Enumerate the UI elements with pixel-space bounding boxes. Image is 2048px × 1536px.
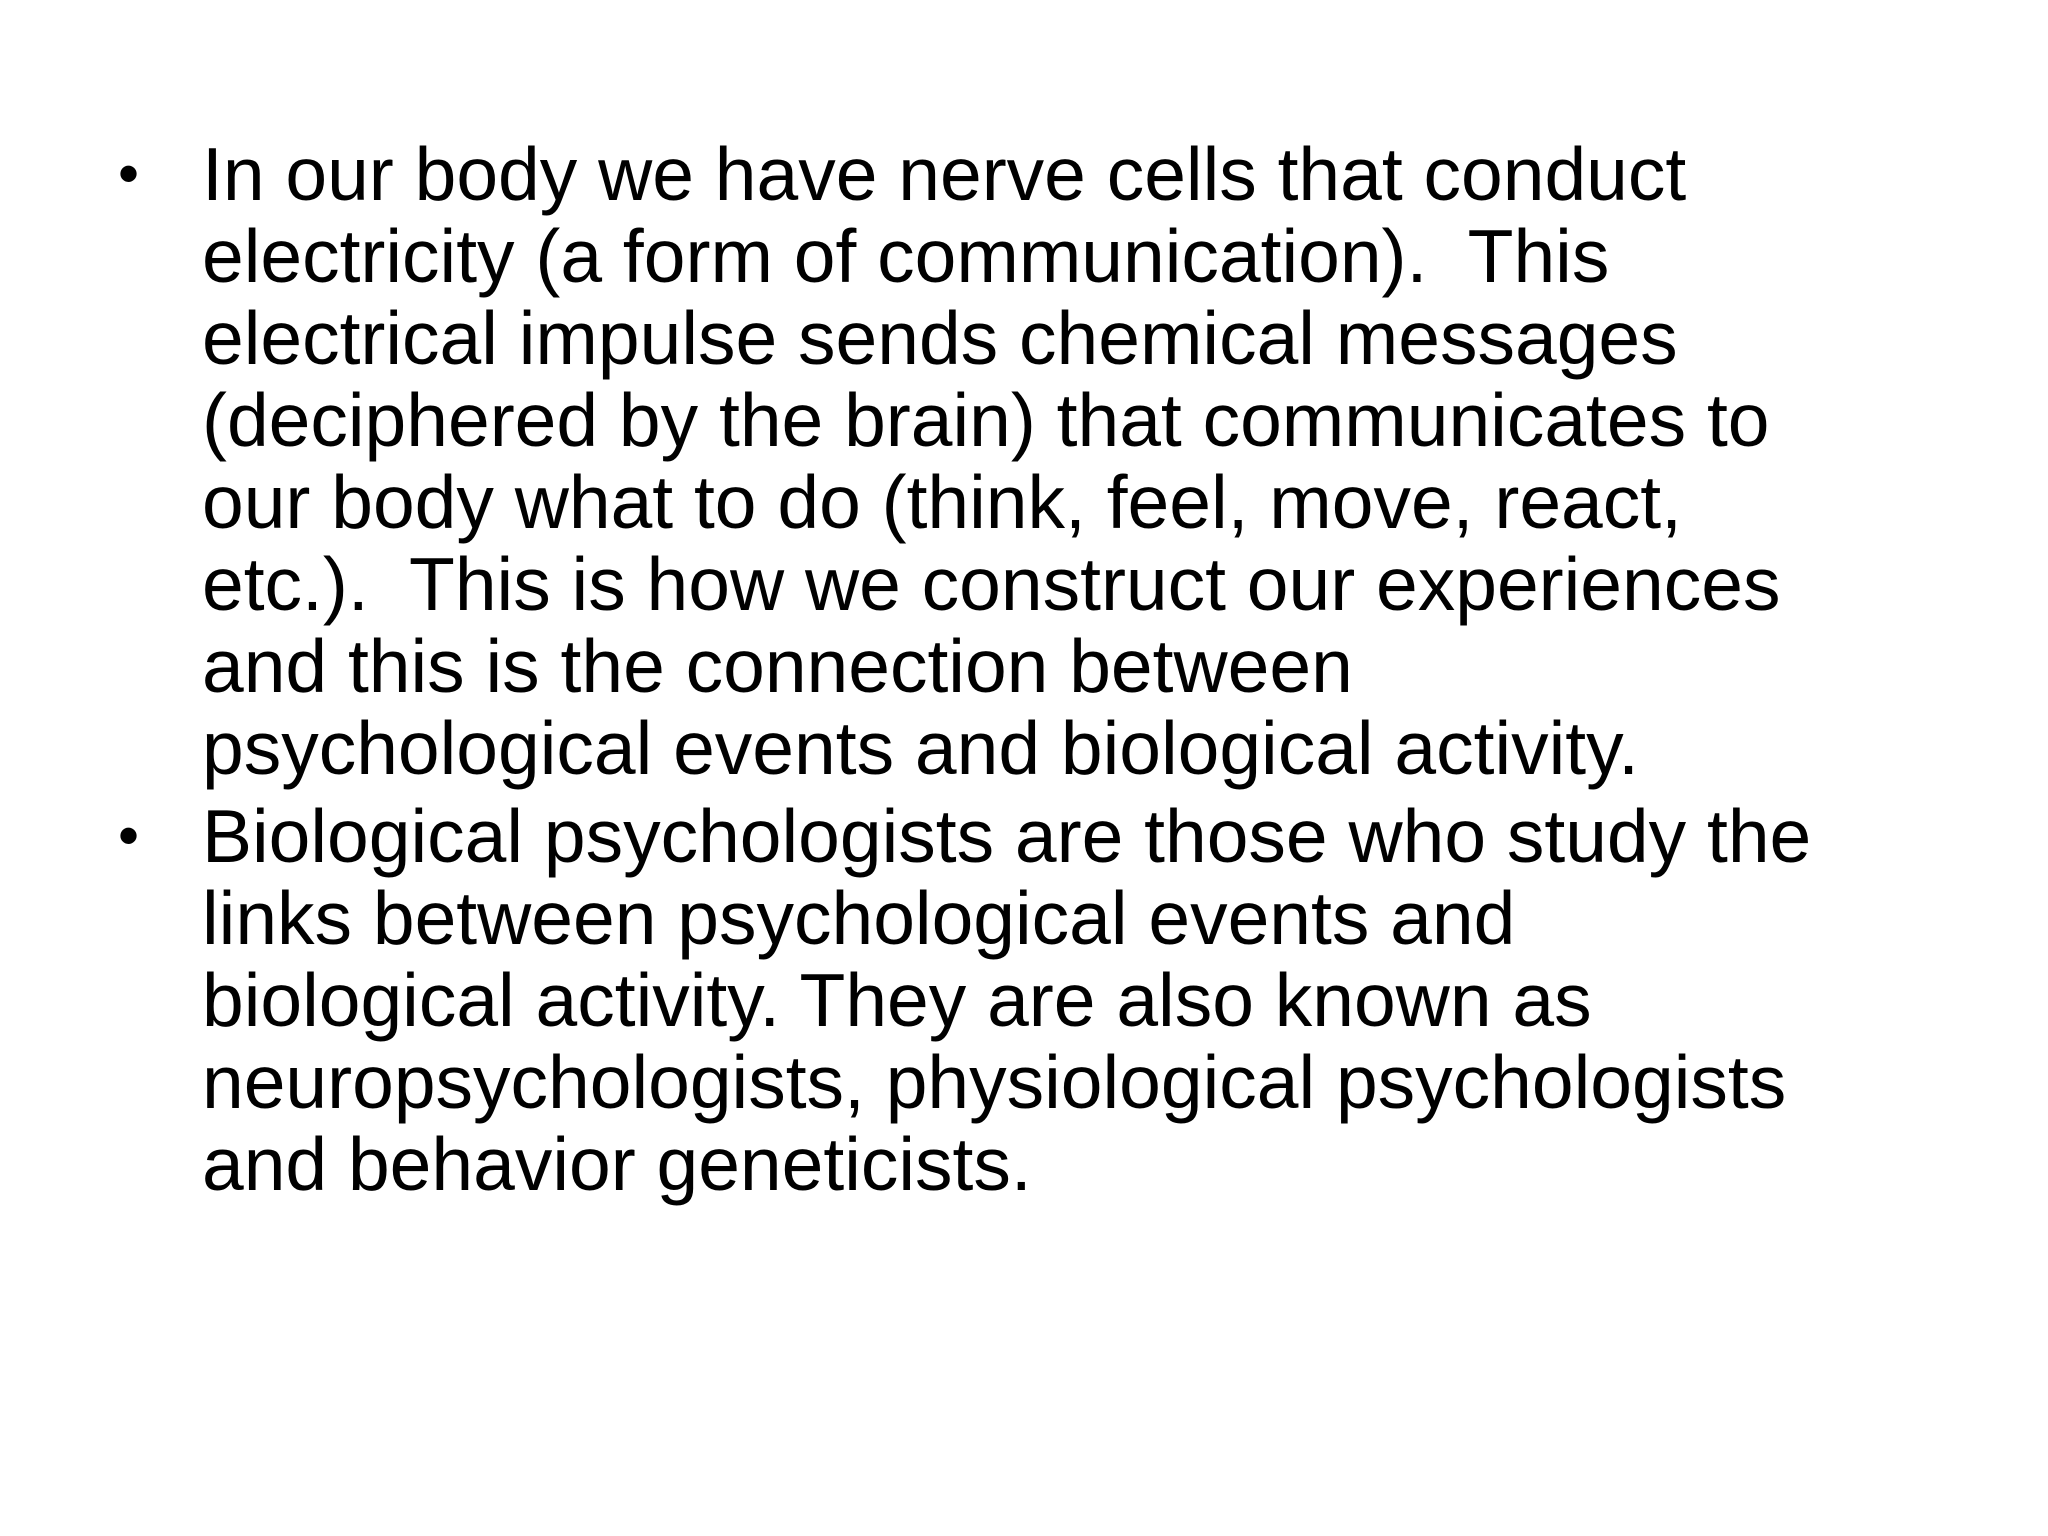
text-line: electricity (a form of communication). This [202,214,1610,298]
bullet-marker: • [118,802,140,869]
text-line: neuropsychologists, physiological psychologists [202,1040,1787,1124]
text-line: (deciphered by the brain) that communicates to [202,378,1770,462]
bullet-item-biological-psychologists [118,795,1978,1205]
text-line: Biological psychologists are those who study the [202,794,1812,878]
bullet-marker: • [118,140,140,207]
text-line: links between psychological events and [202,876,1516,960]
bullet-text [202,133,1978,789]
bullet-text [202,795,1978,1205]
bullet-list [118,133,1978,1211]
text-line: etc.). This is how we construct our experiences [202,542,1781,626]
text-line: and behavior geneticists. [202,1122,1032,1206]
bullet-item-nerve-cells [118,133,1978,789]
text-line: psychological events and biological activity. [202,706,1639,790]
text-line: electrical impulse sends chemical messages [202,296,1678,380]
text-line: biological activity. They are also known as [202,958,1592,1042]
text-line: In our body we have nerve cells that conduct [202,132,1687,216]
text-line: and this is the connection between [202,624,1353,708]
text-line: our body what to do (think, feel, move, react, [202,460,1682,544]
